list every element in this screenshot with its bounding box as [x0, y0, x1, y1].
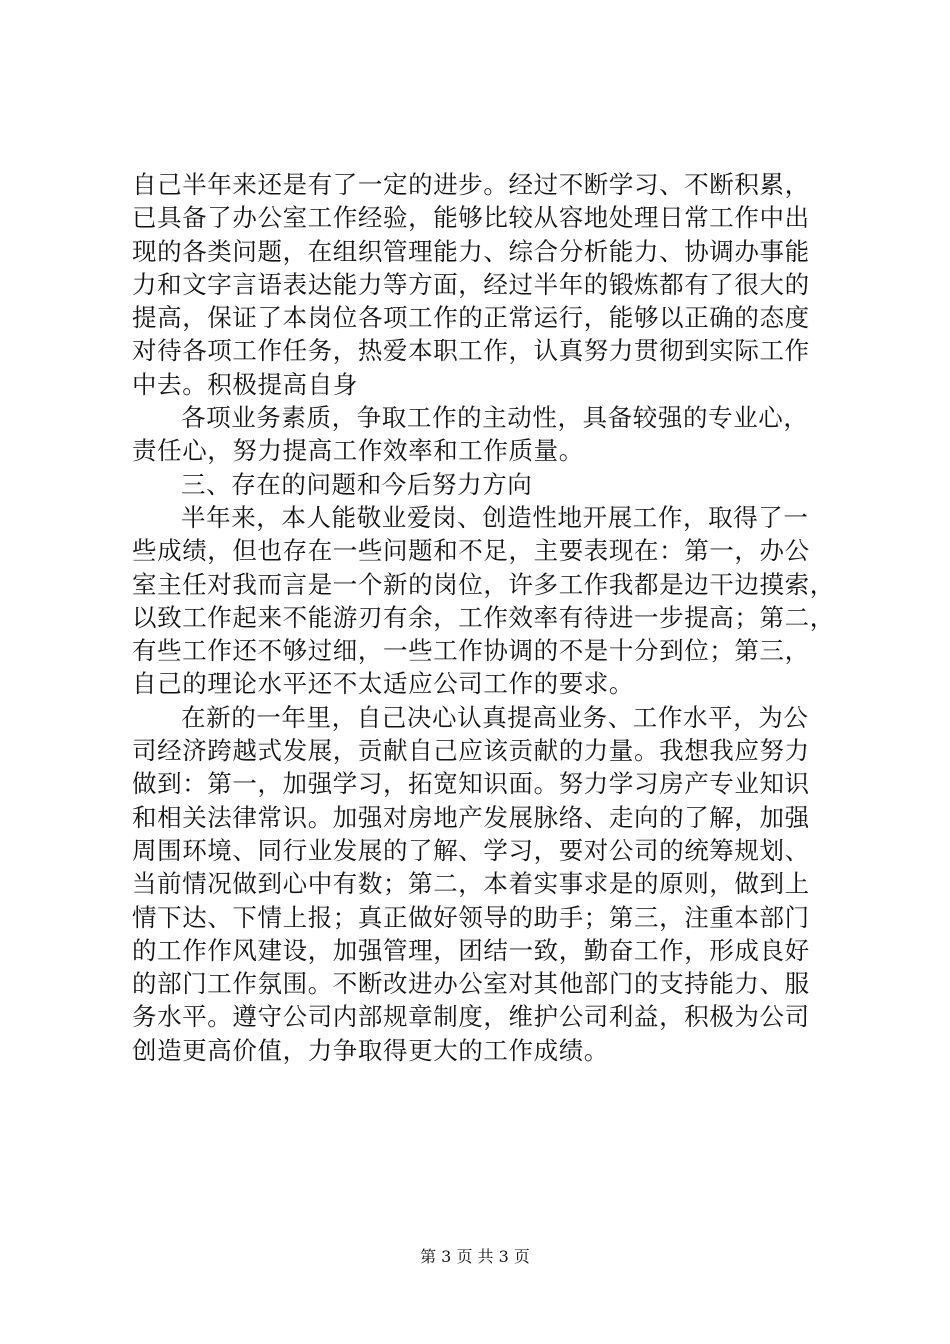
text-line: 情下达、下情上报；真正做好领导的助手；第三，注重本部门: [132, 902, 810, 932]
text-line: 已具备了办公室工作经验，能够比较从容地处理日常工作中出: [132, 203, 810, 233]
text-line: 中去。积极提高自身: [132, 369, 358, 399]
text-line: 周围环境、同行业发展的了解、学习，要对公司的统筹规划、: [132, 835, 810, 865]
text-line: 创造更高价值，力争取得更大的工作成绩。: [132, 1035, 609, 1065]
text-line: 当前情况做到心中有数；第二，本着实事求是的原则，做到上: [132, 869, 810, 899]
text-line: 务水平。遵守公司内部规章制度，维护公司利益，积极为公司: [132, 1002, 810, 1032]
text-line: 有些工作还不够过细，一些工作协调的不是十分到位；第三，: [132, 636, 810, 666]
text-line: 对待各项工作任务，热爱本职工作，认真努力贯彻到实际工作: [132, 336, 810, 366]
text-line: 司经济跨越式发展，贡献自己应该贡献的力量。我想我应努力: [132, 736, 810, 766]
text-line: 各项业务素质，争取工作的主动性，具备较强的专业心，: [181, 403, 809, 433]
text-line: 自己的理论水平还不太适应公司工作的要求。: [132, 669, 634, 699]
text-line: 以致工作起来不能游刃有余，工作效率有待进一步提高；第二，: [132, 602, 835, 632]
text-line: 自己半年来还是有了一定的进步。经过不断学习、不断积累，: [132, 170, 810, 199]
text-line: 的工作作风建设，加强管理，团结一致，勤奋工作，形成良好: [132, 935, 810, 965]
text-line: 三、存在的问题和今后努力方向: [181, 469, 533, 499]
text-line: 在新的一年里，自己决心认真提高业务、工作水平，为公: [181, 702, 809, 732]
document-body: [132, 168, 835, 1067]
text-line: 做到：第一，加强学习，拓宽知识面。努力学习房产专业知识: [132, 769, 810, 799]
text-line: 现的各类问题，在组织管理能力、综合分析能力、协调办事能: [132, 236, 810, 266]
page-footer: 第 3 页 共 3 页: [420, 1247, 530, 1266]
text-line: 责任心，努力提高工作效率和工作质量。: [132, 436, 584, 466]
text-line: 些成绩，但也存在一些问题和不足，主要表现在：第一，办公: [132, 536, 810, 566]
text-line: 力和文字言语表达能力等方面，经过半年的锻炼都有了很大的: [132, 269, 810, 299]
text-line: 提高，保证了本岗位各项工作的正常运行，能够以正确的态度: [132, 303, 810, 333]
text-line: 的部门工作氛围。不断改进办公室对其他部门的支持能力、服: [132, 969, 810, 999]
text-line: 和相关法律常识。加强对房地产发展脉络、走向的了解，加强: [132, 802, 810, 832]
text-line: 半年来，本人能敬业爱岗、创造性地开展工作，取得了一: [181, 502, 809, 532]
text-line: 室主任对我而言是一个新的岗位，许多工作我都是边干边摸索，: [132, 569, 835, 599]
